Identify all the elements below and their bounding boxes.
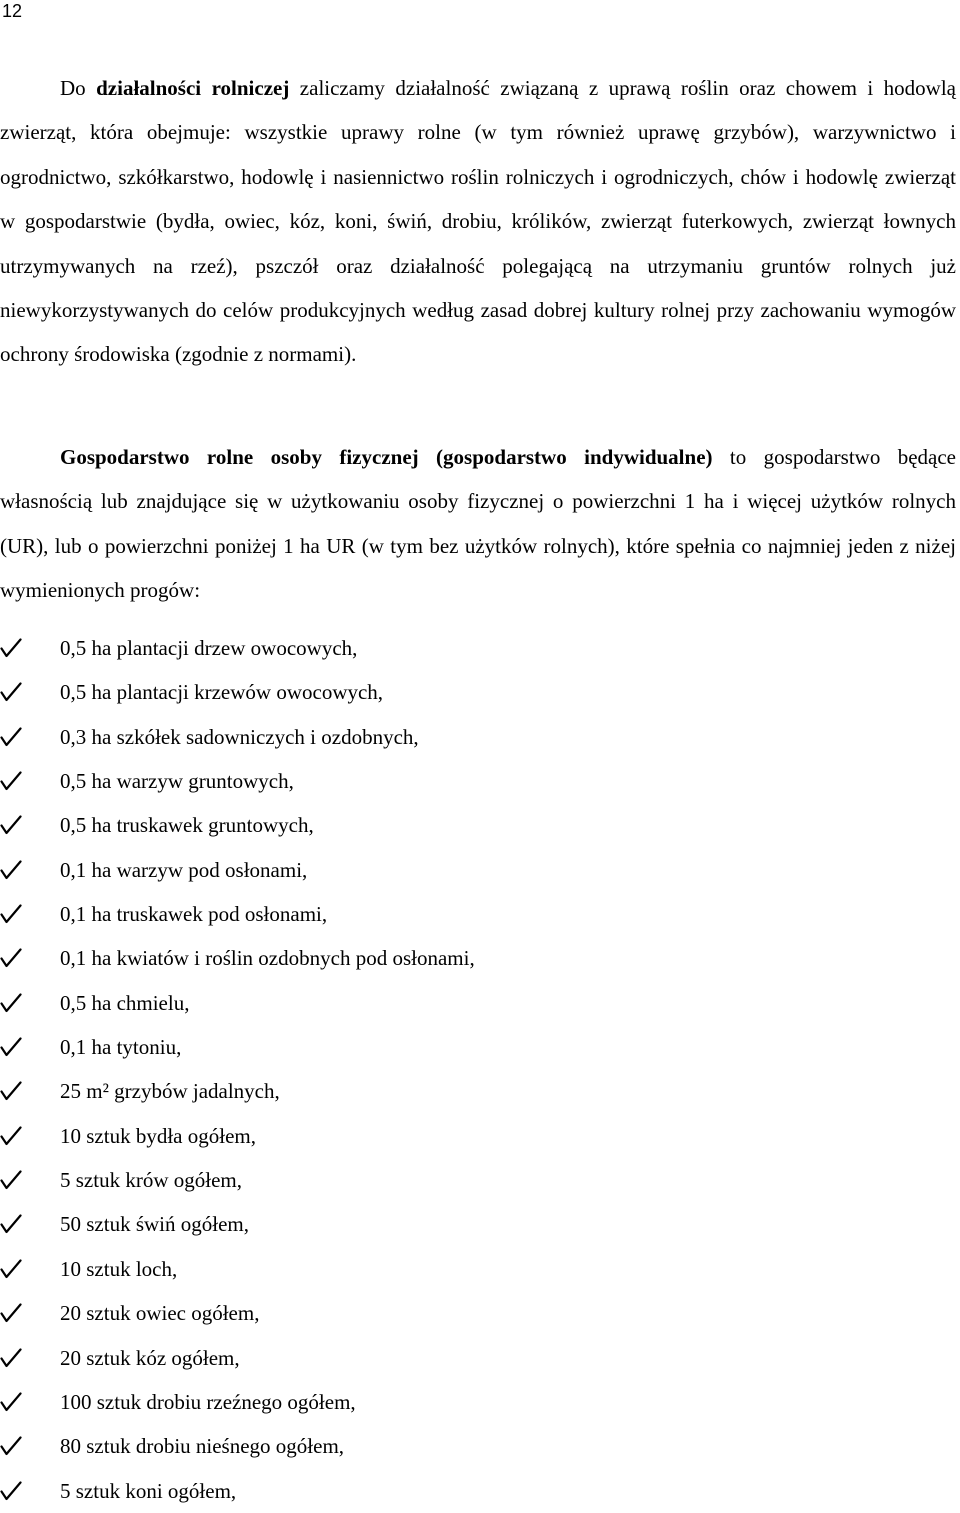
- threshold-text: 0,1 ha tytoniu,: [60, 1035, 182, 1060]
- threshold-text: 0,5 ha warzyw gruntowych,: [60, 769, 294, 794]
- threshold-text: 20 sztuk kóz ogółem,: [60, 1345, 240, 1370]
- threshold-item: [0, 1247, 940, 1291]
- checkmark-icon: [0, 771, 22, 791]
- page-number: 12: [2, 1, 23, 21]
- threshold-item: [0, 892, 940, 936]
- checkmark-icon: [0, 1259, 22, 1279]
- paragraph-lead: Do: [60, 76, 97, 100]
- threshold-text: 0,1 ha kwiatów i roślin ozdobnych pod osłonami,: [60, 946, 475, 971]
- threshold-item: [0, 1158, 940, 1202]
- threshold-item: [0, 1202, 940, 1246]
- checkmark-icon: [0, 993, 22, 1013]
- checkmark-icon: [0, 1037, 22, 1057]
- paragraph-individual-farm: [0, 435, 956, 613]
- threshold-item: [0, 981, 940, 1025]
- threshold-item: [0, 1380, 940, 1424]
- threshold-text: 10 sztuk bydła ogółem,: [60, 1123, 256, 1148]
- checkmark-icon: [0, 682, 22, 702]
- threshold-text: 0,1 ha truskawek pod osłonami,: [60, 902, 328, 927]
- threshold-text: 0,5 ha chmielu,: [60, 990, 190, 1015]
- threshold-text: 0,5 ha plantacji krzewów owocowych,: [60, 680, 384, 705]
- paragraph-body: zaliczamy działalność związaną z uprawą roślin oraz chowem i hodowlą zwierząt, która obejmuje: wszystkie uprawy rolne (w tym również uprawę grzybów), warzywnictwo i ogrodnictwo, szkółkarstwo, hodowlę i nasiennictwo roślin rolniczych i ogrodniczych, chów i hodowlę zwierząt w gospodarstwie (bydła, owiec, kóz, koni, świń, drobiu, królików, zwierząt futerkowych, zwierząt łownych utrzymywanych na rzeź), pszczół oraz działalność polegającą na utrzymaniu gruntów rolnych już niewykorzystywanych do celów produkcyjnych według zasad dobrej kultury rolnej przy zachowaniu wymogów ochrony środowiska (zgodnie z normami).: [0, 76, 956, 367]
- checkmark-icon: [0, 638, 22, 658]
- checkmark-icon: [0, 948, 22, 968]
- threshold-item: [0, 626, 940, 670]
- threshold-item: [0, 670, 940, 714]
- checkmark-icon: [0, 1436, 22, 1456]
- checkmark-icon: [0, 1214, 22, 1234]
- threshold-text: 80 sztuk drobiu nieśnego ogółem,: [60, 1434, 345, 1459]
- checkmark-icon: [0, 1481, 22, 1501]
- threshold-item: [0, 848, 940, 892]
- threshold-text: 0,5 ha plantacji drzew owocowych,: [60, 636, 358, 660]
- threshold-item: [0, 759, 940, 803]
- paragraph-agricultural-activity: [0, 66, 956, 377]
- checkmark-icon: [0, 1170, 22, 1190]
- threshold-item: [0, 1025, 940, 1069]
- threshold-item: [0, 1336, 940, 1380]
- threshold-text: 25 m² grzybów jadalnych,: [60, 1079, 280, 1104]
- paragraph-body: to gospodarstwo będące własnością lub znajdujące się w użytkowaniu osoby fizycznej o powierzchni 1 ha i więcej użytków rolnych (UR), lub o powierzchni poniżej 1 ha UR (w tym bez użytków rolnych), które spełnia co najmniej jeden z niżej wymienionych progów:: [0, 445, 957, 603]
- threshold-item: [0, 1291, 940, 1335]
- threshold-text: 5 sztuk krów ogółem,: [60, 1168, 242, 1193]
- threshold-text: 0,3 ha szkółek sadowniczych i ozdobnych,: [60, 724, 419, 749]
- threshold-text: 20 sztuk owiec ogółem,: [60, 1301, 260, 1326]
- threshold-text: 100 sztuk drobiu rzeźnego ogółem,: [60, 1389, 356, 1414]
- threshold-text: 10 sztuk loch,: [60, 1256, 178, 1281]
- checkmark-icon: [0, 860, 22, 880]
- checkmark-icon: [0, 1081, 22, 1101]
- threshold-item: [0, 1069, 940, 1113]
- threshold-item: [0, 1424, 940, 1468]
- threshold-text: 5 sztuk koni ogółem,: [60, 1478, 237, 1503]
- threshold-item: [0, 936, 940, 980]
- checkmark-icon: [0, 1126, 22, 1146]
- checkmark-icon: [0, 1348, 22, 1368]
- threshold-text: 0,5 ha truskawek gruntowych,: [60, 813, 314, 838]
- threshold-item: [0, 1114, 940, 1158]
- threshold-text: 50 sztuk świń ogółem,: [60, 1212, 249, 1237]
- checkmark-icon: [0, 815, 22, 835]
- threshold-item: [0, 715, 940, 759]
- checkmark-icon: [0, 904, 22, 924]
- threshold-text: 0,1 ha warzyw pod osłonami,: [60, 857, 308, 882]
- threshold-item: [0, 803, 940, 847]
- term-agricultural-activity: działalności rolniczej: [96, 76, 290, 100]
- threshold-checklist: [0, 626, 940, 1513]
- checkmark-icon: [0, 727, 22, 747]
- checkmark-icon: [0, 1303, 22, 1323]
- threshold-item: [0, 1469, 940, 1513]
- checkmark-icon: [0, 1392, 22, 1412]
- term-individual-farm: Gospodarstwo rolne osoby fizycznej (gospodarstwo indywidualne): [60, 445, 713, 469]
